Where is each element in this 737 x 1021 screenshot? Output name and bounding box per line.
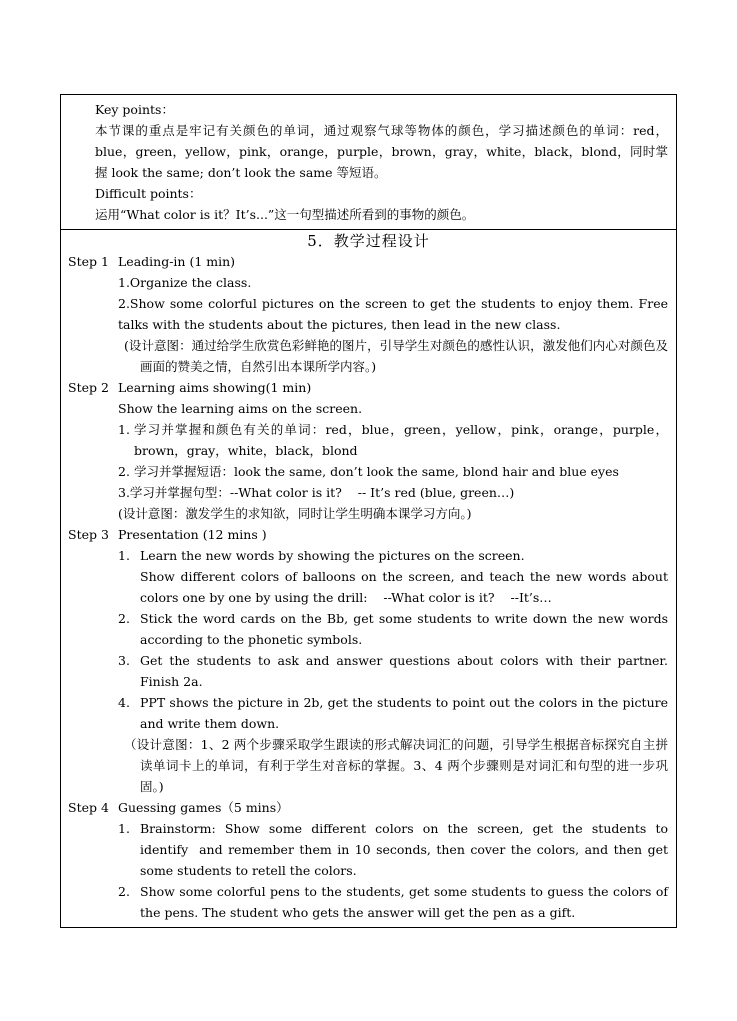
list-item	[118, 461, 668, 482]
step-label: Step 3	[68, 527, 109, 542]
step-title: Learning aims showing(1 min)	[118, 380, 312, 395]
step-title: Presentation (12 mins )	[118, 527, 267, 542]
list-item	[118, 419, 668, 461]
step-label: Step 4	[68, 800, 109, 815]
list-text: Stick the word cards on the Bb, get some students to write down the new words according to the phonetic symbols.	[140, 611, 668, 647]
difficult-points-label: Difficult points：	[95, 186, 202, 201]
step-title: Guessing games（5 mins）	[118, 800, 289, 815]
list-text: 学习并掌握和颜色有关的单词：red，blue，green，yellow，pink，orange，purple，brown，gray，white，black，blond	[134, 422, 668, 458]
list-number: 1.	[118, 422, 130, 437]
teaching-process	[61, 251, 676, 927]
list-text: Brainstorm: Show some different colors on the screen, get the students to identify and remember them in 10 seconds, then cover the colors, and then get some students to retell the colors.	[140, 821, 676, 878]
list-text: Show some colorful pens to the students, get some students to guess the colors of the pens. The student who gets the answer will get the pen as a gift.	[140, 884, 668, 920]
step-label: Step 1	[68, 254, 109, 269]
list-item	[118, 692, 668, 734]
list-number: 1.	[118, 821, 130, 836]
list-text: Get the students to ask and answer questions about colors with their partner. Finish 2a.	[140, 653, 668, 689]
list-number: 4.	[118, 695, 130, 710]
list-number: 2.	[118, 884, 130, 899]
list-item	[118, 650, 668, 692]
step-label: Step 2	[68, 380, 109, 395]
step-line: 1.Organize the class.	[118, 275, 252, 290]
design-note: (设计意图：通过给学生欣赏色彩鲜艳的图片，引导学生对颜色的感性认识，激发他们内心对颜色及画面的赞美之情，自然引出本课所学内容。)	[124, 338, 668, 374]
list-subtext: Show different colors of balloons on the screen, and teach the new words about colors one by one by using the drill: --What color is it? --It’s…	[140, 569, 672, 605]
list-number: 3.	[118, 653, 130, 668]
list-number: 1.	[118, 548, 130, 563]
design-note: (设计意图：激发学生的求知欲，同时让学生明确本课学习方向。)	[118, 506, 472, 521]
list-number: 2.	[118, 464, 130, 479]
step-intro: Show the learning aims on the screen.	[118, 401, 363, 416]
list-text: 学习并掌握短语：look the same, don’t look the same, blond hair and blue eyes	[134, 464, 619, 479]
list-item	[118, 545, 672, 608]
difficult-points-text: 运用“What color is it？It’s...”这一句型描述所看到的事物的颜色。	[95, 207, 475, 222]
step-1	[68, 251, 668, 377]
list-item	[118, 881, 668, 923]
key-points-label: Key points：	[95, 102, 174, 117]
list-item	[118, 818, 676, 881]
list-text: Learn the new words by showing the pictures on the screen.	[140, 548, 525, 563]
list-number: 2.	[118, 611, 130, 626]
lesson-plan-table	[60, 94, 677, 928]
step-line: 2.Show some colorful pictures on the screen to get the students to enjoy them. Free talks with the students about the pictures, then lead in the new class.	[118, 296, 668, 332]
step-title: Leading-in (1 min)	[118, 254, 236, 269]
step-2	[68, 377, 668, 524]
key-points-cell	[61, 95, 676, 230]
step-4	[68, 797, 676, 923]
step-line: 3.学习并掌握句型：--What color is it? -- It’s red (blue, green…)	[118, 485, 515, 500]
section-title: 5．教学过程设计	[307, 232, 430, 250]
list-item	[118, 608, 668, 650]
step-3	[68, 524, 672, 797]
design-note: （设计意图：1、2 两个步骤采取学生跟读的形式解决词汇的问题，引导学生根据音标探究自主拼读单词卡上的单词，有利于学生对音标的掌握。3、4 两个步骤则是对词汇和句型的进一步巩固。)	[124, 737, 668, 794]
list-text: PPT shows the picture in 2b, get the students to point out the colors in the picture and write them down.	[140, 695, 668, 731]
key-points-text: 本节课的重点是牢记有关颜色的单词，通过观察气球等物体的颜色，学习描述颜色的单词：red，blue，green，yellow，pink，orange，purple，brown，gray，white，black，blond，同时掌握 look the same; don’t look the same 等短语。	[95, 123, 668, 180]
